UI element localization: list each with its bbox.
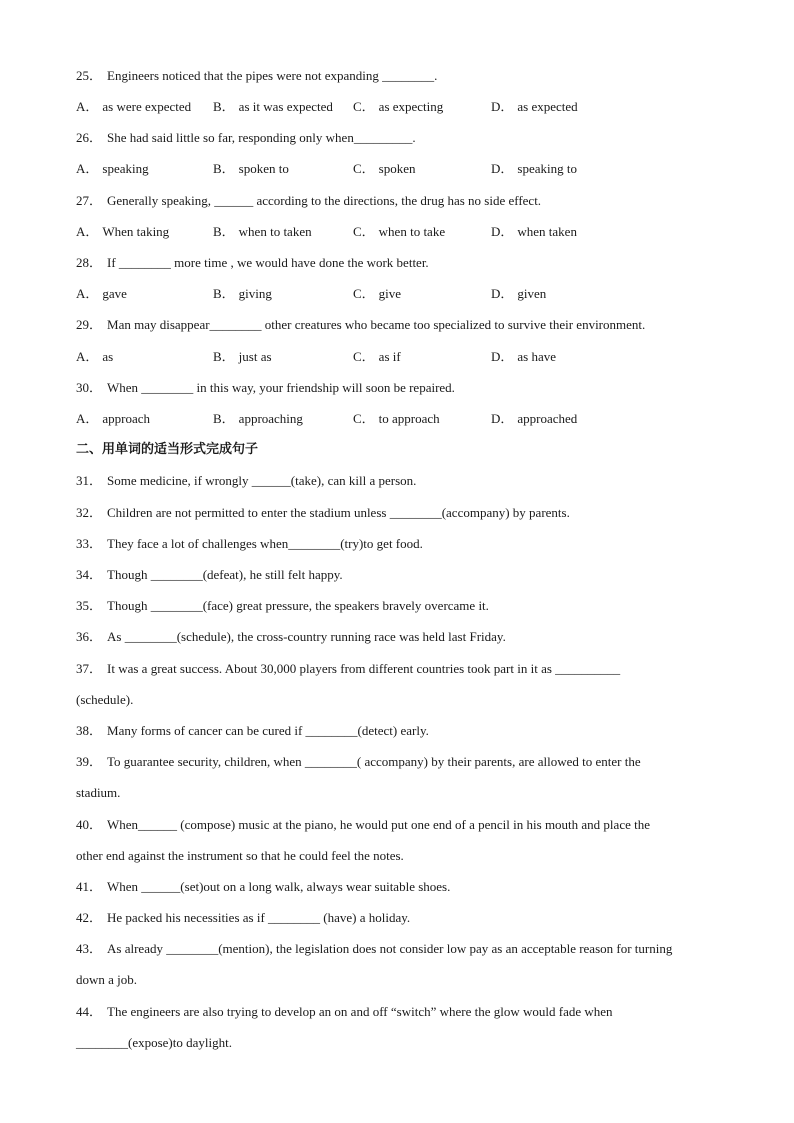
- option-b[interactable]: B． as it was expected: [213, 99, 333, 114]
- question-text: It was a great success. About 30,000 players from different countries took part in it as __________: [107, 661, 621, 676]
- question-text: Many forms of cancer can be cured if ________(detect) early.: [107, 723, 429, 738]
- question-43: [76, 940, 734, 958]
- question-40: [76, 816, 734, 834]
- question-40-continued: other end against the instrument so that he could feel the notes.: [76, 848, 404, 863]
- question-39: [76, 753, 734, 771]
- options-29: [76, 348, 734, 366]
- question-text: To guarantee security, children, when ________( accompany) by their parents, are allowed to enter the: [107, 754, 641, 769]
- question-33: [76, 535, 734, 553]
- question-37: [76, 660, 734, 678]
- options-26: [76, 160, 734, 178]
- option-a[interactable]: A． approach: [76, 411, 151, 426]
- option-d[interactable]: D． when taken: [491, 224, 577, 239]
- question-number: 43．: [76, 941, 103, 956]
- options-30: [76, 410, 734, 428]
- question-number: 42．: [76, 910, 103, 925]
- option-d[interactable]: D． given: [491, 286, 547, 301]
- option-c[interactable]: C． when to take: [353, 224, 446, 239]
- question-text: Though ________(defeat), he still felt happy.: [107, 567, 343, 582]
- question-number: 38．: [76, 723, 103, 738]
- question-text: Engineers noticed that the pipes were not expanding ________.: [107, 68, 438, 83]
- options-27: [76, 223, 734, 241]
- option-b[interactable]: B． giving: [213, 286, 272, 301]
- question-number: 25．: [76, 68, 103, 83]
- question-44-continued: ________(expose)to daylight.: [76, 1035, 232, 1050]
- question-26: [76, 129, 734, 147]
- option-b[interactable]: B． spoken to: [213, 161, 289, 176]
- question-37-continued: (schedule).: [76, 692, 134, 707]
- question-text: When______ (compose) music at the piano, he would put one end of a pencil in his mouth and place the: [107, 817, 650, 832]
- question-text: Some medicine, if wrongly ______(take), can kill a person.: [107, 473, 417, 488]
- question-number: 30．: [76, 380, 103, 395]
- option-b[interactable]: B． just as: [213, 349, 272, 364]
- option-c[interactable]: C． spoken: [353, 161, 416, 176]
- question-text: He packed his necessities as if ________ (have) a holiday.: [107, 910, 411, 925]
- question-text: They face a lot of challenges when________(try)to get food.: [107, 536, 423, 551]
- question-number: 32．: [76, 505, 103, 520]
- question-43-continued: down a job.: [76, 972, 138, 987]
- option-d[interactable]: D． as have: [491, 349, 557, 364]
- option-c[interactable]: C． as expecting: [353, 99, 444, 114]
- question-number: 34．: [76, 567, 103, 582]
- question-29: [76, 316, 734, 334]
- question-number: 27．: [76, 193, 103, 208]
- question-25: [76, 67, 734, 85]
- options-25: [76, 98, 734, 116]
- question-text: Generally speaking, ______ according to the directions, the drug has no side effect.: [107, 193, 542, 208]
- question-number: 41．: [76, 879, 103, 894]
- option-d[interactable]: D． as expected: [491, 99, 578, 114]
- question-42: [76, 909, 734, 927]
- option-b[interactable]: B． when to taken: [213, 224, 312, 239]
- question-text: The engineers are also trying to develop an on and off “switch” where the glow would fade when: [107, 1004, 613, 1019]
- question-text: When ______(set)out on a long walk, always wear suitable shoes.: [107, 879, 451, 894]
- question-text: Though ________(face) great pressure, the speakers bravely overcame it.: [107, 598, 489, 613]
- question-35: [76, 597, 734, 615]
- question-number: 37．: [76, 661, 103, 676]
- question-number: 33．: [76, 536, 103, 551]
- question-number: 31．: [76, 473, 103, 488]
- question-number: 29．: [76, 317, 103, 332]
- question-text: She had said little so far, responding only when_________.: [107, 130, 416, 145]
- question-41: [76, 878, 734, 896]
- question-text: If ________ more time , we would have done the work better.: [107, 255, 429, 270]
- question-number: 39．: [76, 754, 103, 769]
- option-a[interactable]: A． gave: [76, 286, 127, 301]
- question-number: 26．: [76, 130, 103, 145]
- question-44: [76, 1003, 734, 1021]
- option-d[interactable]: D． approached: [491, 411, 578, 426]
- question-36: [76, 628, 734, 646]
- question-30: [76, 379, 734, 397]
- option-a[interactable]: A． speaking: [76, 161, 149, 176]
- options-28: [76, 285, 734, 303]
- question-31: [76, 472, 734, 490]
- question-38: [76, 722, 734, 740]
- option-d[interactable]: D． speaking to: [491, 161, 577, 176]
- question-number: 36．: [76, 629, 103, 644]
- question-34: [76, 566, 734, 584]
- option-c[interactable]: C． as if: [353, 349, 401, 364]
- question-number: 28．: [76, 255, 103, 270]
- question-text: As already ________(mention), the legislation does not consider low pay as an acceptable reason for turning: [107, 941, 673, 956]
- option-a[interactable]: A． as were expected: [76, 99, 192, 114]
- option-a[interactable]: A． as: [76, 349, 114, 364]
- question-28: [76, 254, 734, 272]
- question-39-continued: stadium.: [76, 785, 121, 800]
- option-c[interactable]: C． give: [353, 286, 402, 301]
- option-b[interactable]: B． approaching: [213, 411, 303, 426]
- question-27: [76, 192, 734, 210]
- section-title: 二、用单词的适当形式完成句子: [76, 442, 259, 457]
- option-c[interactable]: C． to approach: [353, 411, 440, 426]
- option-a[interactable]: A． When taking: [76, 224, 170, 239]
- question-text: Children are not permitted to enter the stadium unless ________(accompany) by parents.: [107, 505, 570, 520]
- question-text: As ________(schedule), the cross-country running race was held last Friday.: [107, 629, 506, 644]
- question-number: 35．: [76, 598, 103, 613]
- question-text: When ________ in this way, your friendship will soon be repaired.: [107, 380, 455, 395]
- question-number: 40．: [76, 817, 103, 832]
- question-32: [76, 504, 734, 522]
- question-text: Man may disappear________ other creatures who became too specialized to survive their environment.: [107, 317, 646, 332]
- question-number: 44．: [76, 1004, 103, 1019]
